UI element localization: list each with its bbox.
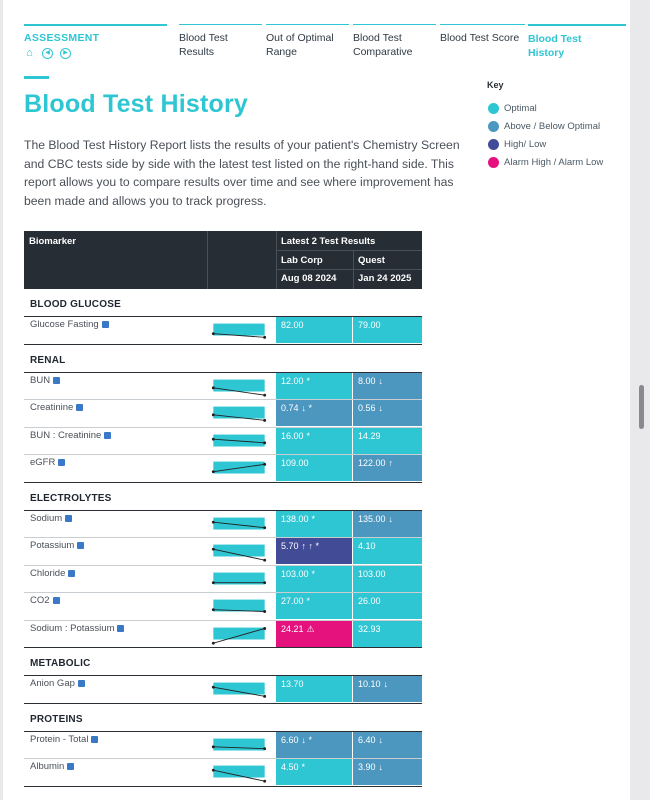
header-rule (276, 269, 422, 270)
biomarker-label: BUN (30, 374, 51, 386)
table-row (24, 621, 422, 649)
result-cell-2 (353, 373, 422, 399)
alarm-warning-icon: ⚠ (306, 623, 315, 634)
result-value: 103.00 (358, 568, 386, 579)
result-value: 79.00 (358, 320, 381, 330)
result-value: 122.00 (358, 458, 386, 468)
result-value: 0.74 (281, 403, 299, 413)
info-doc-icon[interactable] (77, 542, 84, 549)
table-row (24, 676, 422, 704)
biomarker-label: Potassium (30, 540, 75, 551)
result-value: 8.00 (358, 375, 376, 386)
key-dot (488, 121, 499, 132)
result-cell-2 (353, 317, 422, 343)
result-cell-1 (276, 317, 352, 343)
biomarker-label: Chloride (30, 567, 66, 579)
sparkline-point (263, 559, 266, 562)
result-flag: * (301, 762, 306, 772)
biomarker-label: Protein - Total (30, 733, 89, 745)
assessment-nav (24, 24, 167, 59)
sparkline-point (212, 686, 215, 689)
result-value: 14.29 (358, 430, 381, 441)
result-cell-1 (276, 621, 352, 647)
tab-label-line1: Blood Test (528, 33, 582, 45)
header-date-1: Aug 08 2024 (281, 273, 337, 284)
sparkline-point (212, 332, 215, 335)
sparkline-point (212, 437, 215, 440)
biomarker-name (30, 375, 60, 386)
back-icon[interactable]: ◀ (42, 48, 53, 59)
result-value: 6.60 (281, 734, 299, 745)
sparkline-point (212, 641, 215, 644)
key-item-alarm (488, 157, 603, 168)
sparkline-point (212, 413, 215, 416)
section-label: ELECTROLYTES (30, 492, 112, 504)
table-body (24, 289, 422, 787)
sparkline-point (212, 581, 215, 584)
result-flag: * (306, 596, 311, 606)
tab-label-line2: Comparative (353, 46, 413, 58)
result-flag: ↓ (378, 762, 384, 772)
tab-blood-test-comparative[interactable] (353, 24, 436, 59)
result-value: 82.00 (281, 320, 304, 330)
biomarker-label: Sodium : Potassium (30, 622, 115, 634)
result-flag: ↓ (388, 513, 394, 524)
result-value: 32.93 (358, 623, 381, 634)
result-flag: ↑ (388, 458, 394, 468)
title-accent-bar (24, 76, 49, 79)
table-row (24, 428, 422, 456)
result-cell-2 (353, 428, 422, 454)
result-value: 27.00 (281, 596, 304, 606)
tab-label-line2: Results (179, 46, 215, 58)
section-header (24, 648, 422, 676)
biomarker-label: Anion Gap (30, 678, 75, 689)
biomarker-name (30, 457, 65, 468)
trend-sparkline (209, 568, 269, 590)
key-item-high-low (488, 139, 546, 150)
biomarker-name (30, 734, 98, 745)
key-dot (488, 157, 499, 168)
trend-sparkline (209, 678, 269, 700)
result-cell-2 (353, 593, 422, 619)
page-title: Blood Test History (24, 90, 248, 118)
key-dot (488, 139, 499, 150)
info-doc-icon[interactable] (65, 515, 72, 522)
biomarker-label: Sodium (30, 512, 63, 524)
result-value: 0.56 (358, 403, 376, 413)
result-value: 4.50 (281, 762, 299, 772)
info-doc-icon[interactable] (68, 570, 75, 577)
result-cell-1 (276, 400, 352, 426)
trend-sparkline (209, 761, 269, 783)
trend-sparkline (209, 623, 269, 645)
key-label: High/ Low (504, 139, 547, 150)
result-cell-2 (353, 455, 422, 481)
sparkline-optimal-band (213, 407, 264, 419)
sparkline-point (263, 419, 266, 422)
result-value: 4.10 (358, 541, 376, 551)
header-latest-results: Latest 2 Test Results (281, 236, 376, 247)
sparkline-point (263, 526, 266, 529)
result-value: 135.00 (358, 513, 386, 524)
trend-sparkline (209, 319, 269, 341)
table-row (24, 566, 422, 594)
info-doc-icon[interactable] (102, 321, 109, 328)
result-flag: * (311, 568, 316, 579)
info-doc-icon[interactable] (104, 432, 111, 439)
result-value: 26.00 (358, 596, 381, 606)
trend-sparkline (209, 430, 269, 452)
result-flag: * (311, 513, 316, 524)
result-flag: * (306, 430, 311, 441)
section-header (24, 289, 422, 317)
info-doc-icon[interactable] (76, 404, 83, 411)
result-value: 10.10 (358, 679, 381, 689)
result-cell-1 (276, 538, 352, 564)
section-label: BLOOD GLUCOSE (30, 299, 121, 310)
trend-sparkline (209, 375, 269, 397)
header-lab-1: Lab Corp (281, 255, 323, 266)
table-row (24, 538, 422, 566)
result-cell-1 (276, 455, 352, 481)
result-flag: * (306, 375, 311, 386)
sparkline-point (263, 393, 266, 396)
table-row (24, 759, 422, 787)
info-doc-icon[interactable] (91, 736, 98, 743)
key-dot (488, 103, 499, 114)
result-value: 13.70 (281, 679, 304, 689)
sparkline-point (263, 610, 266, 613)
tab-blood-test-score[interactable] (440, 24, 525, 45)
biomarker-name (30, 761, 74, 772)
header-rule (276, 250, 422, 251)
biomarker-name (30, 678, 85, 689)
biomarker-name (30, 595, 60, 606)
result-value: 3.90 (358, 762, 376, 772)
biomarker-name (30, 568, 75, 579)
key-label: Alarm High / Alarm Low (504, 157, 604, 168)
sparkline-point (212, 548, 215, 551)
tab-blood-test-results[interactable] (179, 24, 262, 59)
result-cell-1 (276, 566, 352, 592)
tab-blood-test-history[interactable] (528, 24, 626, 60)
history-table (24, 231, 422, 787)
trend-sparkline (209, 734, 269, 756)
trend-sparkline (209, 595, 269, 617)
key-item-optimal (488, 103, 537, 114)
biomarker-label: eGFR (30, 457, 56, 468)
header-biomarker: Biomarker (29, 236, 76, 247)
result-cell-1 (276, 428, 352, 454)
result-cell-1 (276, 676, 352, 702)
key-label: Above / Below Optimal (504, 121, 601, 132)
biomarker-label: CO2 (30, 595, 50, 606)
result-value: 12.00 (281, 375, 304, 386)
result-flag: ↓ (383, 679, 389, 689)
section-header (24, 345, 422, 373)
sparkline-point (263, 695, 266, 698)
trend-sparkline (209, 402, 269, 424)
tab-label-line1: Blood Test Score (440, 32, 520, 44)
result-cell-1 (276, 759, 352, 785)
biomarker-name (30, 430, 111, 441)
result-value: 109.00 (281, 458, 309, 468)
table-row (24, 511, 422, 539)
key-item-above-below (488, 121, 600, 132)
section-header (24, 483, 422, 511)
biomarker-name (30, 402, 83, 413)
sparkline-optimal-band (213, 627, 264, 639)
key-title: Key (487, 80, 504, 90)
header-divider (207, 231, 208, 289)
result-value: 5.70 (281, 541, 299, 551)
table-row (24, 373, 422, 401)
result-cell-2 (353, 400, 422, 426)
result-cell-1 (276, 593, 352, 619)
tab-label-line1: Blood Test (179, 32, 228, 44)
result-cell-2 (353, 759, 422, 785)
sparkline-point (263, 780, 266, 783)
biomarker-label: Creatinine (30, 402, 74, 413)
info-doc-icon[interactable] (78, 680, 85, 687)
result-cell-2 (353, 676, 422, 702)
biomarker-label: Glucose Fasting (30, 319, 99, 330)
sparkline-point (263, 747, 266, 750)
home-icon[interactable]: ⌂ (26, 47, 33, 59)
biomarker-name (30, 540, 84, 551)
result-flag: ↓ (378, 403, 384, 413)
info-doc-icon[interactable] (53, 597, 60, 604)
result-value: 138.00 (281, 513, 309, 524)
result-value: 16.00 (281, 430, 304, 441)
result-cell-1 (276, 732, 352, 758)
table-row (24, 593, 422, 621)
result-cell-2 (353, 566, 422, 592)
info-doc-icon[interactable] (53, 377, 60, 384)
tab-label-line1: Blood Test (353, 32, 402, 44)
info-doc-icon[interactable] (58, 459, 65, 466)
sparkline-point (212, 520, 215, 523)
tab-label-line1: Out of Optimal (266, 32, 334, 44)
sparkline-point (263, 581, 266, 584)
result-flag: ↑ ↑ * (301, 541, 320, 551)
sparkline-optimal-band (213, 517, 264, 529)
sparkline-point (263, 463, 266, 466)
table-row (24, 400, 422, 428)
header-date-2: Jan 24 2025 (358, 273, 412, 284)
header-divider (276, 231, 277, 289)
sparkline-point (212, 745, 215, 748)
sparkline-point (212, 386, 215, 389)
result-value: 6.40 (358, 734, 376, 745)
biomarker-name (30, 623, 124, 634)
biomarker-label: Albumin (30, 761, 65, 772)
table-header (24, 231, 422, 289)
top-nav (3, 24, 630, 68)
sparkline-point (212, 470, 215, 473)
table-row (24, 732, 422, 760)
biomarker-name (30, 513, 72, 524)
sparkline-point (212, 608, 215, 611)
key-label: Optimal (504, 103, 537, 114)
table-row (24, 317, 422, 345)
biomarker-name (30, 319, 109, 330)
result-flag: ↓ (378, 734, 384, 745)
assessment-label: ASSESSMENT (24, 32, 100, 44)
intro-paragraph: The Blood Test History Report lists the results of your patient's Chemistry Screen and CBC tests side by side with the latest test listed on the right-hand side. This report allows you to compare results over time and see where improvement has been made and allows you to track progress. (24, 138, 460, 208)
header-lab-2: Quest (358, 255, 385, 266)
info-doc-icon[interactable] (117, 625, 124, 632)
forward-icon[interactable]: ▶ (60, 48, 71, 59)
tab-label-line2: History (528, 47, 565, 59)
tab-label-line2: Range (266, 46, 297, 58)
section-label: METABOLIC (30, 658, 91, 669)
info-doc-icon[interactable] (67, 763, 74, 770)
nav-icon-group (24, 48, 71, 59)
section-label: RENAL (30, 354, 66, 366)
sparkline-point (212, 769, 215, 772)
sparkline-point (263, 441, 266, 444)
biomarker-label: BUN : Creatinine (30, 429, 102, 441)
result-flag: ↓ * (301, 734, 313, 745)
sparkline-point (263, 627, 266, 630)
trend-sparkline (209, 457, 269, 479)
sparkline-optimal-band (213, 379, 264, 391)
tab-out-of-optimal-range[interactable] (266, 24, 349, 59)
trend-sparkline (209, 540, 269, 562)
result-cell-2 (353, 621, 422, 647)
section-label: PROTEINS (30, 713, 83, 725)
result-value: 103.00 (281, 568, 309, 579)
result-cell-2 (353, 511, 422, 537)
result-cell-2 (353, 732, 422, 758)
result-value: 24.21 (281, 623, 304, 634)
result-flag: ↓ (378, 375, 384, 386)
result-cell-2 (353, 538, 422, 564)
trend-sparkline (209, 513, 269, 535)
scrollbar-thumb[interactable] (639, 385, 644, 429)
table-row (24, 455, 422, 483)
section-header (24, 704, 422, 732)
sparkline-optimal-band (213, 324, 264, 336)
report-page (3, 0, 630, 800)
result-flag: ↓ * (301, 403, 313, 413)
result-cell-1 (276, 373, 352, 399)
result-cell-1 (276, 511, 352, 537)
sparkline-point (263, 336, 266, 339)
